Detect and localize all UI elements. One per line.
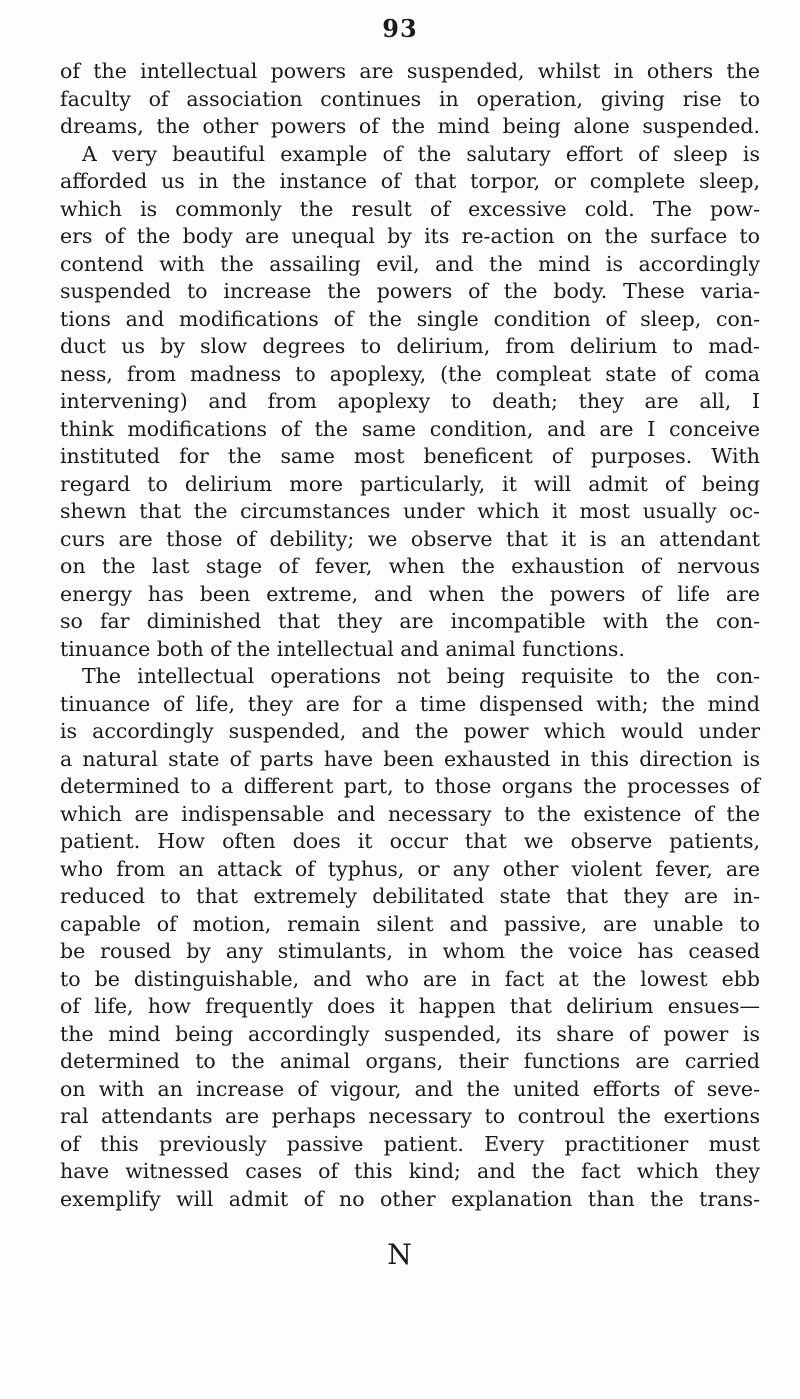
text-line-37: determined to the animal organs, their functions are carried [60,1049,760,1073]
text-line-1: of the intellectual powers are suspended, whilst in others the [60,59,760,83]
text-line-22: tinuance both of the intellectual and animal functions. [60,636,625,661]
text-line-33: be roused by any stimulants, in whom the voice has ceased [60,939,760,963]
text-line-17: shewn that the circumstances under which it most usually oc- [60,499,760,523]
text-line-41: have witnessed cases of this kind; and the fact which they [60,1159,760,1183]
text-line-16: regard to delirium more particularly, it will admit of being [60,471,760,496]
text-line-39: ral attendants are perhaps necessary to controul the exertions [60,1104,760,1128]
text-line-26: a natural state of parts have been exhausted in this direction is [60,746,760,771]
text-line-34: to be distinguishable, and who are in fact at the lowest ebb [60,966,760,991]
text-line-42: exemplify will admit of no other explanation than the trans- [60,1186,760,1211]
text-line-14: think modifications of the same condition, and are I conceive [60,416,760,441]
text-line-35: of life, how frequently does it happen that delirium ensues— [60,994,760,1018]
text-line-29: patient. How often does it occur that we observe patients, [60,829,760,853]
text-line-4: A very beautiful example of the salutary effort of sleep is [82,141,760,166]
text-line-32: capable of motion, remain silent and passive, are unable to [60,911,760,936]
signature-mark: N [387,1238,413,1271]
text-line-31: reduced to that extremely debilitated state that they are in- [60,884,760,908]
text-line-12: ness, from madness to apoplexy, (the compleat state of coma [60,361,760,386]
body-text [60,58,760,1213]
text-line-28: which are indispensable and necessary to the existence of the [60,801,760,826]
text-line-27: determined to a different part, to those organs the processes of [60,774,760,798]
text-line-18: curs are those of debility; we observe that it is an attendant [60,526,760,551]
text-line-8: contend with the assailing evil, and the mind is accordingly [60,251,760,276]
text-line-38: on with an increase of vigour, and the united efforts of seve- [60,1076,760,1101]
text-line-10: tions and modifications of the single condition of sleep, con- [60,306,760,331]
text-line-13: intervening) and from apoplexy to death; they are all, I [60,389,760,413]
text-line-25: is accordingly suspended, and the power which would under [60,719,760,743]
text-line-6: which is commonly the result of excessive cold. The pow- [60,196,760,221]
text-line-15: instituted for the same most beneficent of purposes. With [60,444,760,468]
text-line-19: on the last stage of fever, when the exhaustion of nervous [60,554,760,578]
page-number: 93 [382,14,418,43]
text-line-24: tinuance of life, they are for a time dispensed with; the mind [60,691,760,716]
text-line-40: of this previously passive patient. Every practitioner must [60,1131,760,1156]
text-line-36: the mind being accordingly suspended, its share of power is [60,1021,760,1046]
text-line-9: suspended to increase the powers of the body. These varia- [60,279,760,303]
text-line-5: afforded us in the instance of that torpor, or complete sleep, [60,169,760,193]
text-line-23: The intellectual operations not being requisite to the con- [82,664,760,688]
text-line-20: energy has been extreme, and when the powers of life are [60,581,760,606]
text-line-7: ers of the body are unequal by its re-action on the surface to [60,224,760,248]
text-line-11: duct us by slow degrees to delirium, from delirium to mad- [60,334,760,358]
text-line-30: who from an attack of typhus, or any other violent fever, are [60,856,760,881]
text-line-3: dreams, the other powers of the mind being alone suspended. [60,114,760,138]
text-line-2: faculty of association continues in operation, giving rise to [60,86,760,111]
text-line-21: so far diminished that they are incompatible with the con- [60,609,760,633]
